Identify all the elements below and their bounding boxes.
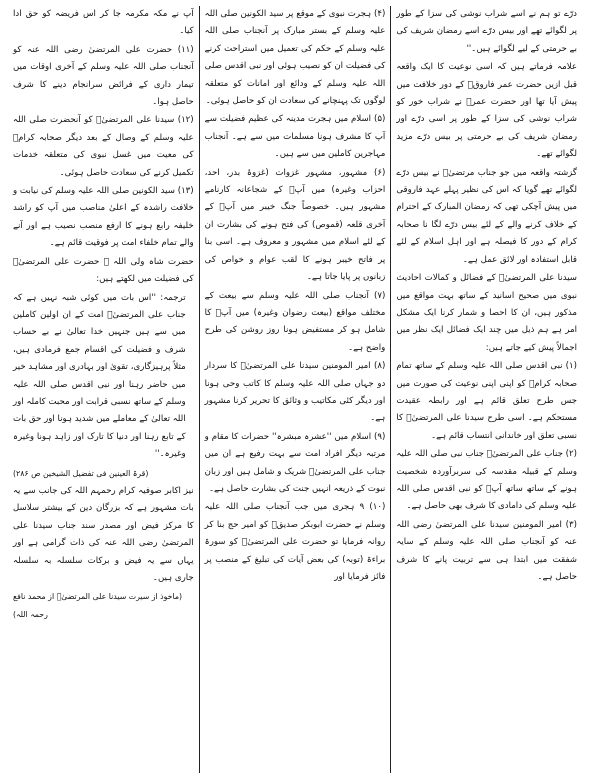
source-note: (ماخوذ از سیرت سیدنا علی المرتضیٰؓ از محمد نافع رحمہ اللہ)	[12, 592, 183, 619]
paragraph: (۷) آنجناب صلی اللہ علیہ وسلم سے بیعت کے مختلف مواقع (بیعت رضوان وغیرہ) میں آپؓ کا شامل ہو کر مستفیض ہونا روز روشن کی طرح واضح ہے۔	[204, 290, 386, 353]
paragraph: (۲) جناب علی المرتضیٰؓ جناب نبی صلی اللہ علیہ وسلم کے قبیلہ مقدسہ کی سربرآوردہ شخصیت ہونے کے ساتھ ساتھ آپؓ کو نبی اقدس صلی اللہ علیہ وسلم کی دامادی کا شرف بھی حاصل ہے۔	[396, 449, 577, 512]
paragraph: درّے تو ہم نے اسے شراب نوشی کی سزا کے طور پر لگوائے تھے اور بیس درّے اسے رمضان شریف کی بے حرمتی کے لیے لگوائے ہیں۔''	[396, 9, 577, 54]
paragraph: (۵) اسلام میں ہجرت مدینہ کی عظیم فضیلت سے آپ کا مشرف ہونا مسلمات میں سے ہے۔ آنجناب مہاجرین کاملین میں سے ہیں۔	[204, 114, 386, 160]
paragraph: (۴) ہجرت نبوی کے موقع پر سید الکونین صلی اللہ علیہ وسلم کے بستر مبارک پر آنجناب صلی اللہ علیہ وسلم کے حکم کی تعمیل میں استراحت کرنے کی فضیلت ان کو نصیب ہوئی اور نبی اقدس صلی اللہ علیہ وسلم کے ودائع اور امانات کو متعلقہ لوگوں تک پہنچانے کی سعادت ان کو حاصل ہوئی۔	[204, 9, 386, 107]
paragraph: (۳) امیر المومنین سیدنا علی المرتضیٰ رضی اللہ عنہ کو آنجناب صلی اللہ علیہ وسلم کے سایہ شفقت میں ابتدا ہی سے تربیت پانے کا شرف حاصل ہے۔	[396, 519, 577, 582]
paragraph: علامہ فرماتے ہیں کہ اسی نوعیت کا ایک واقعہ قبل ازیں حضرت عمر فاروقؓ کے دور خلافت میں پیش آیا تھا اور حضرت عمرؓ نے شراب خور کو شراب نوشی کی سزا کے طور پر اسی درّے اور رمضان شریف کی بے حرمتی پر بیس درّے مزید لگوائے تھے۔	[396, 62, 577, 160]
citation: (قرۃ العینین فی تفضیل الشیخین ص ۲۸۶)	[12, 468, 149, 478]
paragraph: (۱۲) سیدنا علی المرتضیٰؓ کو آنحضرت صلی اللہ علیہ وسلم کے وصال کے بعد دیگر صحابہ کرامؓ کی معیت میں غسل نبوی کی متعلقہ خدمات تکمیل کرنے کی سعادت حاصل ہوئی۔	[12, 115, 194, 178]
text-columns	[8, 6, 582, 773]
paragraph: گزشتہ واقعہ میں جو جناب مرتضیٰؓ نے بیس درّے لگوائے تھے گویا کہ اس کی نظیر پہلے عہد فاروقی میں پیش آچکی تھی کہ رمضان المبارک کے احترام کے خلاف کرنے والے کے لئے بیس درّے لگا نا صحابہ کرام کے دور کا فیصلہ ہے اور اہل اسلام کے لئے قابل استفادہ اور لائق عمل ہے۔	[396, 167, 577, 265]
paragraph: (۱۰) ۹ ہجری میں جب آنجناب صلی اللہ علیہ وسلم نے حضرت ابوبکر صدیقؓ کو امیر حج بنا کر روانہ فرمایا تو حضرت علی المرتضیٰؓ کو سورۃ براءۃ (توبہ) کی بعض آیات کی تبلیغ کے منصب پر فائز فرمایا اور	[204, 502, 386, 582]
paragraph: آپ نے مکہ مکرمہ جا کر اس فریضہ کو حق ادا کیا۔	[12, 9, 194, 37]
column-left	[8, 6, 200, 773]
paragraph: (۸) امیر المومنین سیدنا علی المرتضیٰؓ کا سردار دو جہاں صلی اللہ علیہ وسلم کا کاتب وحی ہونا اور دیگر کئی مکاتیب و وثائق کا تحریر کرنا مشہور ہے۔	[204, 361, 386, 424]
column-middle	[200, 6, 392, 773]
paragraph: (۹) اسلام میں ''عشرہ مبشرہ'' حضرات کا مقام و مرتبہ دیگر افراد امت سے بہت رفیع ہے ان میں جناب علی المرتضیٰؓ شریک و شامل ہیں اور زبان نبوت کے ذریعہ انہیں جنت کی بشارت حاصل ہے۔	[204, 431, 386, 494]
paragraph: نیز اکابر صوفیہ کرام رحمہم اللہ کی جانب سے یہ بات مشہور ہے کہ بزرگان دین کے بیشتر سلاسل کا مرکز فیض اور مصدر سند جناب سیدنا علی المرتضیٰ رضی اللہ عنہ کی ذات گرامی ہے اور یہاں سے یہ فیض و برکات سلسلہ بہ سلسلہ جاری ہیں۔	[12, 485, 194, 583]
paragraph: (۱۳) سید الکونین صلی اللہ علیہ وسلم کی نیابت و خلافت راشدہ کے اعلیٰ مناصب میں آپ کو راشد خلیفہ رابع ہونے کا ارفع منصب نصیب ہے اور آنے والے تمام خلفاء امت پر فوقیت قائم ہے۔	[12, 186, 194, 249]
translation-quote: ترجمہ: ''اس بات میں کوئی شبہ نہیں ہے کہ جناب علی المرتضیٰؓ امت کے ان اولین کاملین میں سے ہیں جنہیں خدا تعالیٰ نے بے حساب شرف و فضیلت کی اقسام جمع فرمادی ہیں، مثلاً پرہیزگاری، تقویٰ اور بہادری اور مشاہد خیر میں حاضر رہنا اور نبی اقدس صلی اللہ علیہ وسلم کے ساتھ نسبی قرابت اور محبت کاملہ اور اللہ تعالیٰ کے معاملے میں شدید ہونا اور حق بات کے تابع رہنا اور دنیا کا تارک اور زاہد ہونا وغیرہ وغیرہ۔''	[12, 292, 186, 460]
paragraph: سیدنا علی المرتضیٰؓ کے فضائل و کمالات احادیث نبوی میں صحیح اسانید کے ساتھ بہت مواقع میں مذکور ہیں، ان کا احصا و شمار کرنا ایک مشکل امر ہے ہم ذیل میں چند ایک فضائل ایک نظر میں اجمالاً پیش کیے جاتے ہیں:	[396, 273, 577, 353]
paragraph: (۱) نبی اقدس صلی اللہ علیہ وسلم کے ساتھ تمام صحابہ کرامؓ کو اپنی اپنی نوعیت کی صورت میں جس طرح تعلق قائم ہے اور رابطہ عقیدت مستحکم ہے۔ اسی طرح سیدنا علی المرتضیٰؓ کا نسبی تعلق اور خاندانی انتساب قائم ہے۔	[396, 361, 577, 441]
paragraph: (۱۱) حضرت علی المرتضیٰ رضی اللہ عنہ کو آنجناب صلی اللہ علیہ وسلم کے آخری اوقات میں تیمار داری کے فرائض سرانجام دینے کا شرف حاصل ہوا۔	[12, 44, 194, 108]
paragraph: (۶) مشہور، مشہور غزوات (غزوۂ بدر، احد، احزاب وغیرہ) میں آپؓ کے شجاعانہ کارنامے مشہور ہیں۔ خصوصاً جنگ خیبر میں آپؓ کے آخری قلعہ (قموص) کی فتح ہونے کی بشارت ان کے لئے اسلام میں مشہور و معروف ہے۔ اسی بنا پر فاتح خیبر ہونے کا لقب عوام و خواص کی زبانوں پر پایا جاتا ہے۔	[204, 167, 386, 283]
quote-intro: حضرت شاہ ولی اللہ ؒ حضرت علی المرتضیٰؓ کی فضیلت میں لکھتے ہیں:	[12, 256, 194, 285]
column-right	[391, 6, 582, 773]
